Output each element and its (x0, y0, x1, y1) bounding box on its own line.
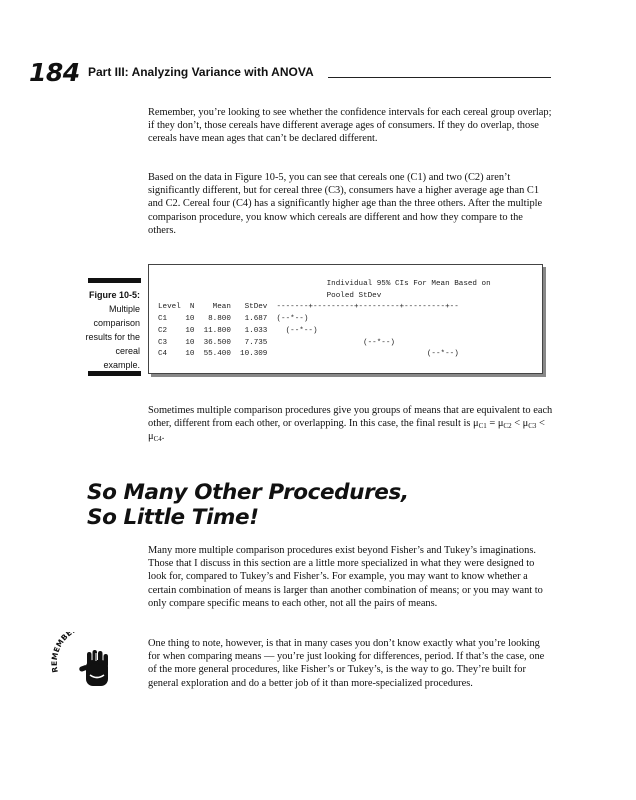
paragraph-3-text: Sometimes multiple comparison procedures give you groups of means that are equivalent to each other, different from each other, or overlapping. In this case, the final result is (148, 405, 553, 430)
part-title: Part III: Analyzing Variance with ANOVA (88, 65, 314, 79)
output-line: Level N Mean StDev -------+---------+---------+---------+-- (158, 303, 459, 312)
output-line: C1 10 8.800 1.687 (--*--) (158, 315, 309, 324)
formula-subscript: C3 (528, 422, 537, 431)
mu-symbol: μ (522, 418, 529, 430)
remember-icon (44, 632, 130, 692)
formula-subscript: C2 (503, 422, 512, 431)
remember-hand-icon (44, 632, 130, 692)
paragraph-2: Based on the data in Figure 10-5, you can see that cereals one (C1) and two (C2) aren’t significantly different, but for cereal three (C3), consumers have a higher average age than C1 and C2. Cereal four (C4) has a significantly higher age than the three others. After the multiple comparison procedure, you know which cereals are different and how they compare to the others. (148, 172, 543, 236)
paragraph-1: Remember, you’re looking to see whether the confidence intervals for each cereal group overlap; if they don’t, those cereals have different average ages of consumers. If they do overlap, those cereals have mean ages that can’t be declared different. (148, 107, 552, 145)
mu-symbol: μ (497, 418, 504, 430)
paragraph-3 (148, 404, 553, 444)
figure-caption-bar-top (88, 278, 141, 283)
remember-label: REMEMBE (49, 632, 74, 674)
output-line: Individual 95% CIs For Mean Based on (158, 280, 491, 288)
output-line: C3 10 36.500 7.735 (--*--) (158, 338, 395, 347)
formula-end: . (161, 431, 165, 443)
output-line: C4 10 55.400 10.309 (--*--) (158, 350, 459, 359)
paragraph-5: One thing to note, however, is that in many cases you don’t know exactly what you’re looking for when comparing means — you’re just looking for differences, period. If that’s the case, one of the more general procedures, like Fisher’s or Tukey’s, is the way to go. They’re built for general exploration and do a better job of it than more-specialized procedures. (148, 638, 545, 689)
formula-operator: = (486, 418, 498, 430)
figure-caption-bar-bottom (88, 371, 141, 376)
figure-label: Figure 10-5: (88, 290, 140, 300)
minitab-output (158, 279, 491, 361)
section-heading (87, 480, 409, 530)
figure-output-box (148, 264, 543, 374)
formula-subscript: C1 (478, 422, 487, 431)
section-heading-line-2: So Little Time! (87, 505, 259, 530)
figure-caption (80, 288, 140, 372)
page-number: 184 (29, 58, 80, 87)
paragraph-4: Many more multiple comparison procedures exist beyond Fisher’s and Tukey’s imaginations. Those that I discuss in this section are a little more specialized in what they were designed to look for, compared to Tukey’s and Fisher’s. For example, you may want to know whether a certain combination of means is larger than another combination of means; or you may want to only compare specific means to each other, not all the pairs of means. (148, 545, 543, 609)
formula-operator: < (536, 418, 545, 430)
header-rule (328, 77, 551, 78)
output-line: Pooled StDev (158, 291, 382, 300)
formula-operator: < (511, 418, 523, 430)
mu-symbol: μ (148, 431, 154, 443)
svg-text:REMEMBER (50, 632, 79, 673)
mu-symbol: μ (473, 418, 479, 430)
formula-subscript: C4 (153, 435, 162, 444)
section-heading-line-1: So Many Other Procedures, (87, 480, 409, 505)
figure-caption-text: Multiple comparison results for the cereal example. (85, 304, 140, 370)
output-line: C2 10 11.800 1.033 (--*--) (158, 326, 318, 335)
